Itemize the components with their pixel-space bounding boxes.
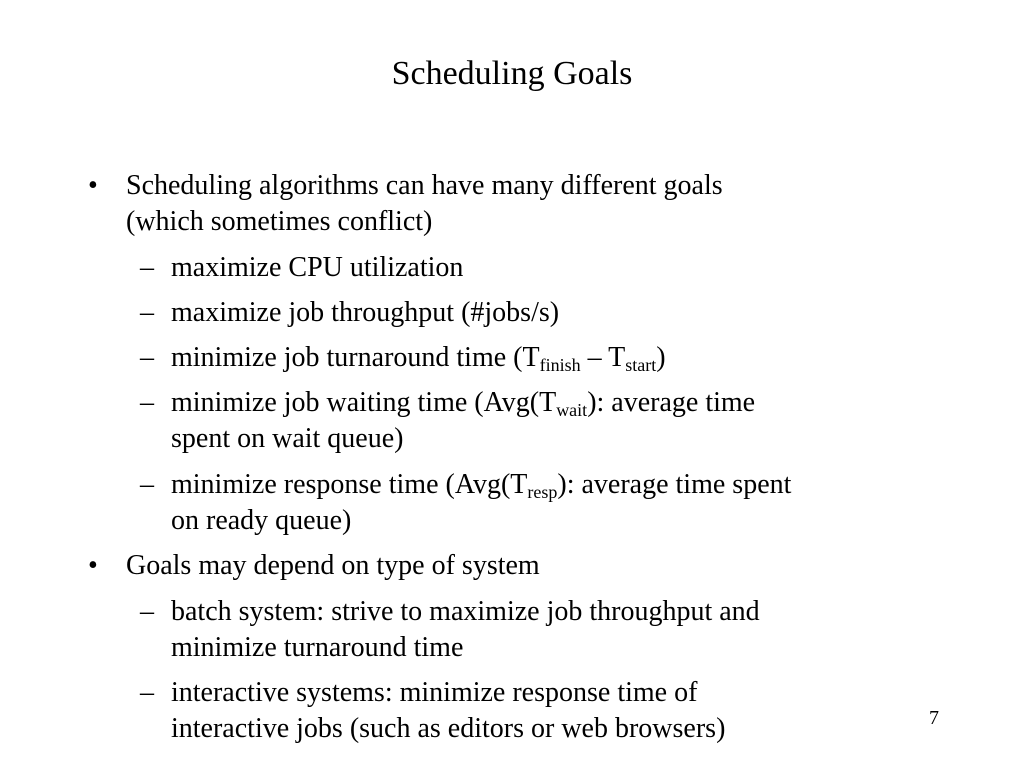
subitem-cpu-utilization: maximize CPU utilization — [171, 252, 464, 283]
subitem-waiting-line-1 — [171, 385, 755, 421]
dash-marker: – — [140, 387, 154, 418]
dash-marker: – — [140, 596, 154, 627]
slide-title: Scheduling Goals — [391, 55, 633, 92]
bullet-2-line-1: Goals may depend on type of system — [126, 550, 540, 581]
subitem-turnaround-mid: – T — [580, 342, 626, 373]
subitem-interactive-line-2: interactive jobs (such as editors or web browsers) — [171, 713, 726, 744]
subitem-waiting-suffix: ): average time — [587, 387, 756, 418]
subitem-waiting-prefix: minimize job waiting time (Avg(T — [171, 387, 557, 418]
subitem-waiting-line-2: spent on wait queue) — [171, 423, 404, 454]
dash-marker: – — [140, 297, 154, 328]
subitem-batch-line-2: minimize turnaround time — [171, 632, 464, 663]
bullet-marker: • — [88, 550, 98, 581]
subitem-turnaround-suffix: ) — [656, 342, 666, 373]
subitem-interactive-line-1: interactive systems: minimize response time of — [171, 677, 698, 708]
dash-marker: – — [140, 342, 154, 373]
dash-marker: – — [140, 677, 154, 708]
subscript-resp: resp — [527, 482, 558, 502]
page-number: 7 — [929, 707, 939, 729]
subscript-start: start — [625, 355, 657, 375]
bullet-marker: • — [88, 170, 98, 201]
subscript-finish: finish — [539, 355, 581, 375]
subitem-response-prefix: minimize response time (Avg(T — [171, 469, 528, 500]
subscript-wait: wait — [556, 400, 588, 420]
subitem-response-suffix: ): average time spent — [557, 469, 792, 500]
bullet-1-line-1: Scheduling algorithms can have many different goals — [126, 170, 723, 201]
dash-marker: – — [140, 252, 154, 283]
subitem-batch-line-1: batch system: strive to maximize job throughput and — [171, 596, 760, 627]
subitem-turnaround-prefix: minimize job turnaround time (T — [171, 342, 540, 373]
subitem-turnaround — [171, 340, 666, 376]
subitem-response-line-2: on ready queue) — [171, 505, 352, 536]
dash-marker: – — [140, 469, 154, 500]
subitem-response-line-1 — [171, 467, 791, 503]
subitem-throughput: maximize job throughput (#jobs/s) — [171, 297, 560, 328]
bullet-1-line-2: (which sometimes conflict) — [126, 206, 433, 237]
